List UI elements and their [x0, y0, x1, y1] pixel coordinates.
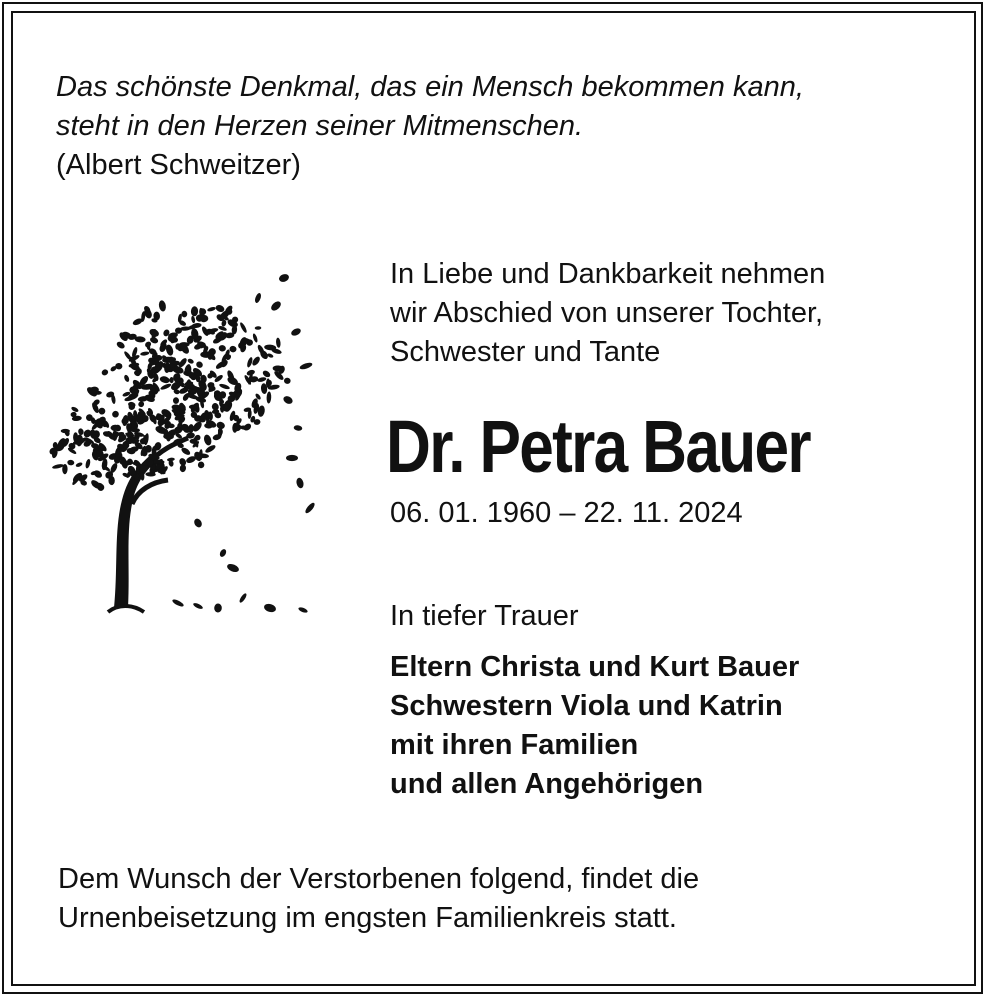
tree-leaf [207, 306, 217, 312]
mourning-heading: In tiefer Trauer [390, 600, 579, 632]
tree-leaf [123, 374, 130, 383]
tree-leaf [67, 459, 75, 465]
falling-leaf [226, 562, 240, 573]
closing-line-2: Urnenbeisetzung im engsten Familienkreis statt. [58, 902, 677, 934]
intro-line-2: wir Abschied von unserer Tochter, [390, 297, 824, 329]
tree-leaf [160, 383, 172, 391]
tree-leaf [85, 459, 91, 469]
mourners-list [390, 648, 799, 804]
tree-leaf [195, 360, 204, 369]
windblown-tree-icon [48, 268, 320, 638]
mourner-line-3: mit ihren Familien [390, 729, 639, 761]
tree-leaf [187, 358, 195, 365]
tree-leaf [73, 432, 78, 442]
tree-leaf [191, 316, 196, 324]
falling-leaf [282, 395, 294, 406]
tree-leaf [101, 368, 110, 376]
closing-note [58, 860, 699, 938]
tree-leaf [111, 409, 120, 418]
life-dates: 06. 01. 1960 – 22. 11. 2024 [390, 497, 743, 529]
tree-leaf [251, 355, 262, 367]
tree-leaf [218, 345, 226, 352]
falling-leaf [171, 598, 184, 608]
falling-leaf [214, 603, 222, 612]
falling-leaf [263, 603, 277, 614]
mourner-line-4: und allen Angehörigen [390, 768, 704, 800]
tree-leaf [191, 306, 199, 316]
falling-leaf [219, 548, 228, 558]
tree-leaf [196, 375, 200, 382]
tree-leaf [116, 340, 126, 350]
mourner-line-2: Schwestern Viola und Katrin [390, 690, 783, 722]
falling-leaf [238, 592, 248, 603]
tree-leaf [276, 337, 281, 348]
tree-leaf [179, 464, 186, 472]
tree-leaf [239, 322, 248, 334]
tree-leaf [246, 357, 253, 369]
closing-line-1: Dem Wunsch der Verstorbenen folgend, findet die [58, 863, 700, 895]
falling-leaf [295, 477, 304, 489]
tree-leaf [262, 369, 272, 378]
falling-leaf [254, 292, 262, 304]
falling-leaf [269, 300, 282, 313]
tree-leaf [257, 376, 267, 382]
intro-line-3: Schwester und Tante [390, 336, 661, 368]
falling-leaf [299, 361, 313, 370]
falling-leaf [304, 501, 316, 514]
tree-leaf [77, 428, 84, 436]
falling-leaf [278, 273, 290, 283]
tree-leaf [158, 300, 167, 312]
tree-leaf [71, 406, 80, 413]
intro-line-1: In Liebe und Dankbarkeit nehmen [390, 258, 826, 290]
memorial-quote [56, 68, 804, 185]
quote-author: (Albert Schweitzer) [56, 149, 301, 181]
tree-leaf [170, 377, 174, 383]
tree-leaf [140, 351, 150, 356]
intro-text [390, 255, 825, 372]
tree-leaf [203, 434, 213, 447]
tree-leaf [173, 397, 179, 404]
deceased-name: Dr. Petra Bauer [386, 405, 810, 488]
tree-leaf [284, 377, 291, 384]
falling-leaf [193, 517, 204, 528]
tree-leaf [75, 462, 83, 468]
tree-leaf [255, 326, 262, 330]
falling-leaf [298, 606, 309, 614]
tree-leaf [266, 391, 271, 403]
tree-leaf [219, 383, 231, 391]
tree-leaf [52, 463, 64, 469]
tree-leaf [92, 469, 103, 479]
falling-leaf [290, 327, 302, 337]
tree-leaf [229, 345, 237, 353]
tree-leaf [204, 444, 216, 454]
tree-leaf [216, 421, 226, 430]
quote-line-2: steht in den Herzen seiner Mitmenschen. [56, 110, 584, 142]
tree-leaf [197, 461, 205, 469]
quote-line-1: Das schönste Denkmal, das ein Mensch bekommen kann, [56, 71, 804, 103]
falling-leaf [192, 602, 203, 610]
mourner-line-1: Eltern Christa und Kurt Bauer [390, 651, 800, 683]
tree-leaf [252, 333, 258, 343]
falling-leaf [293, 425, 302, 432]
tree-leaf [181, 311, 187, 318]
tree-leaf [267, 353, 274, 359]
falling-leaf [286, 455, 298, 461]
